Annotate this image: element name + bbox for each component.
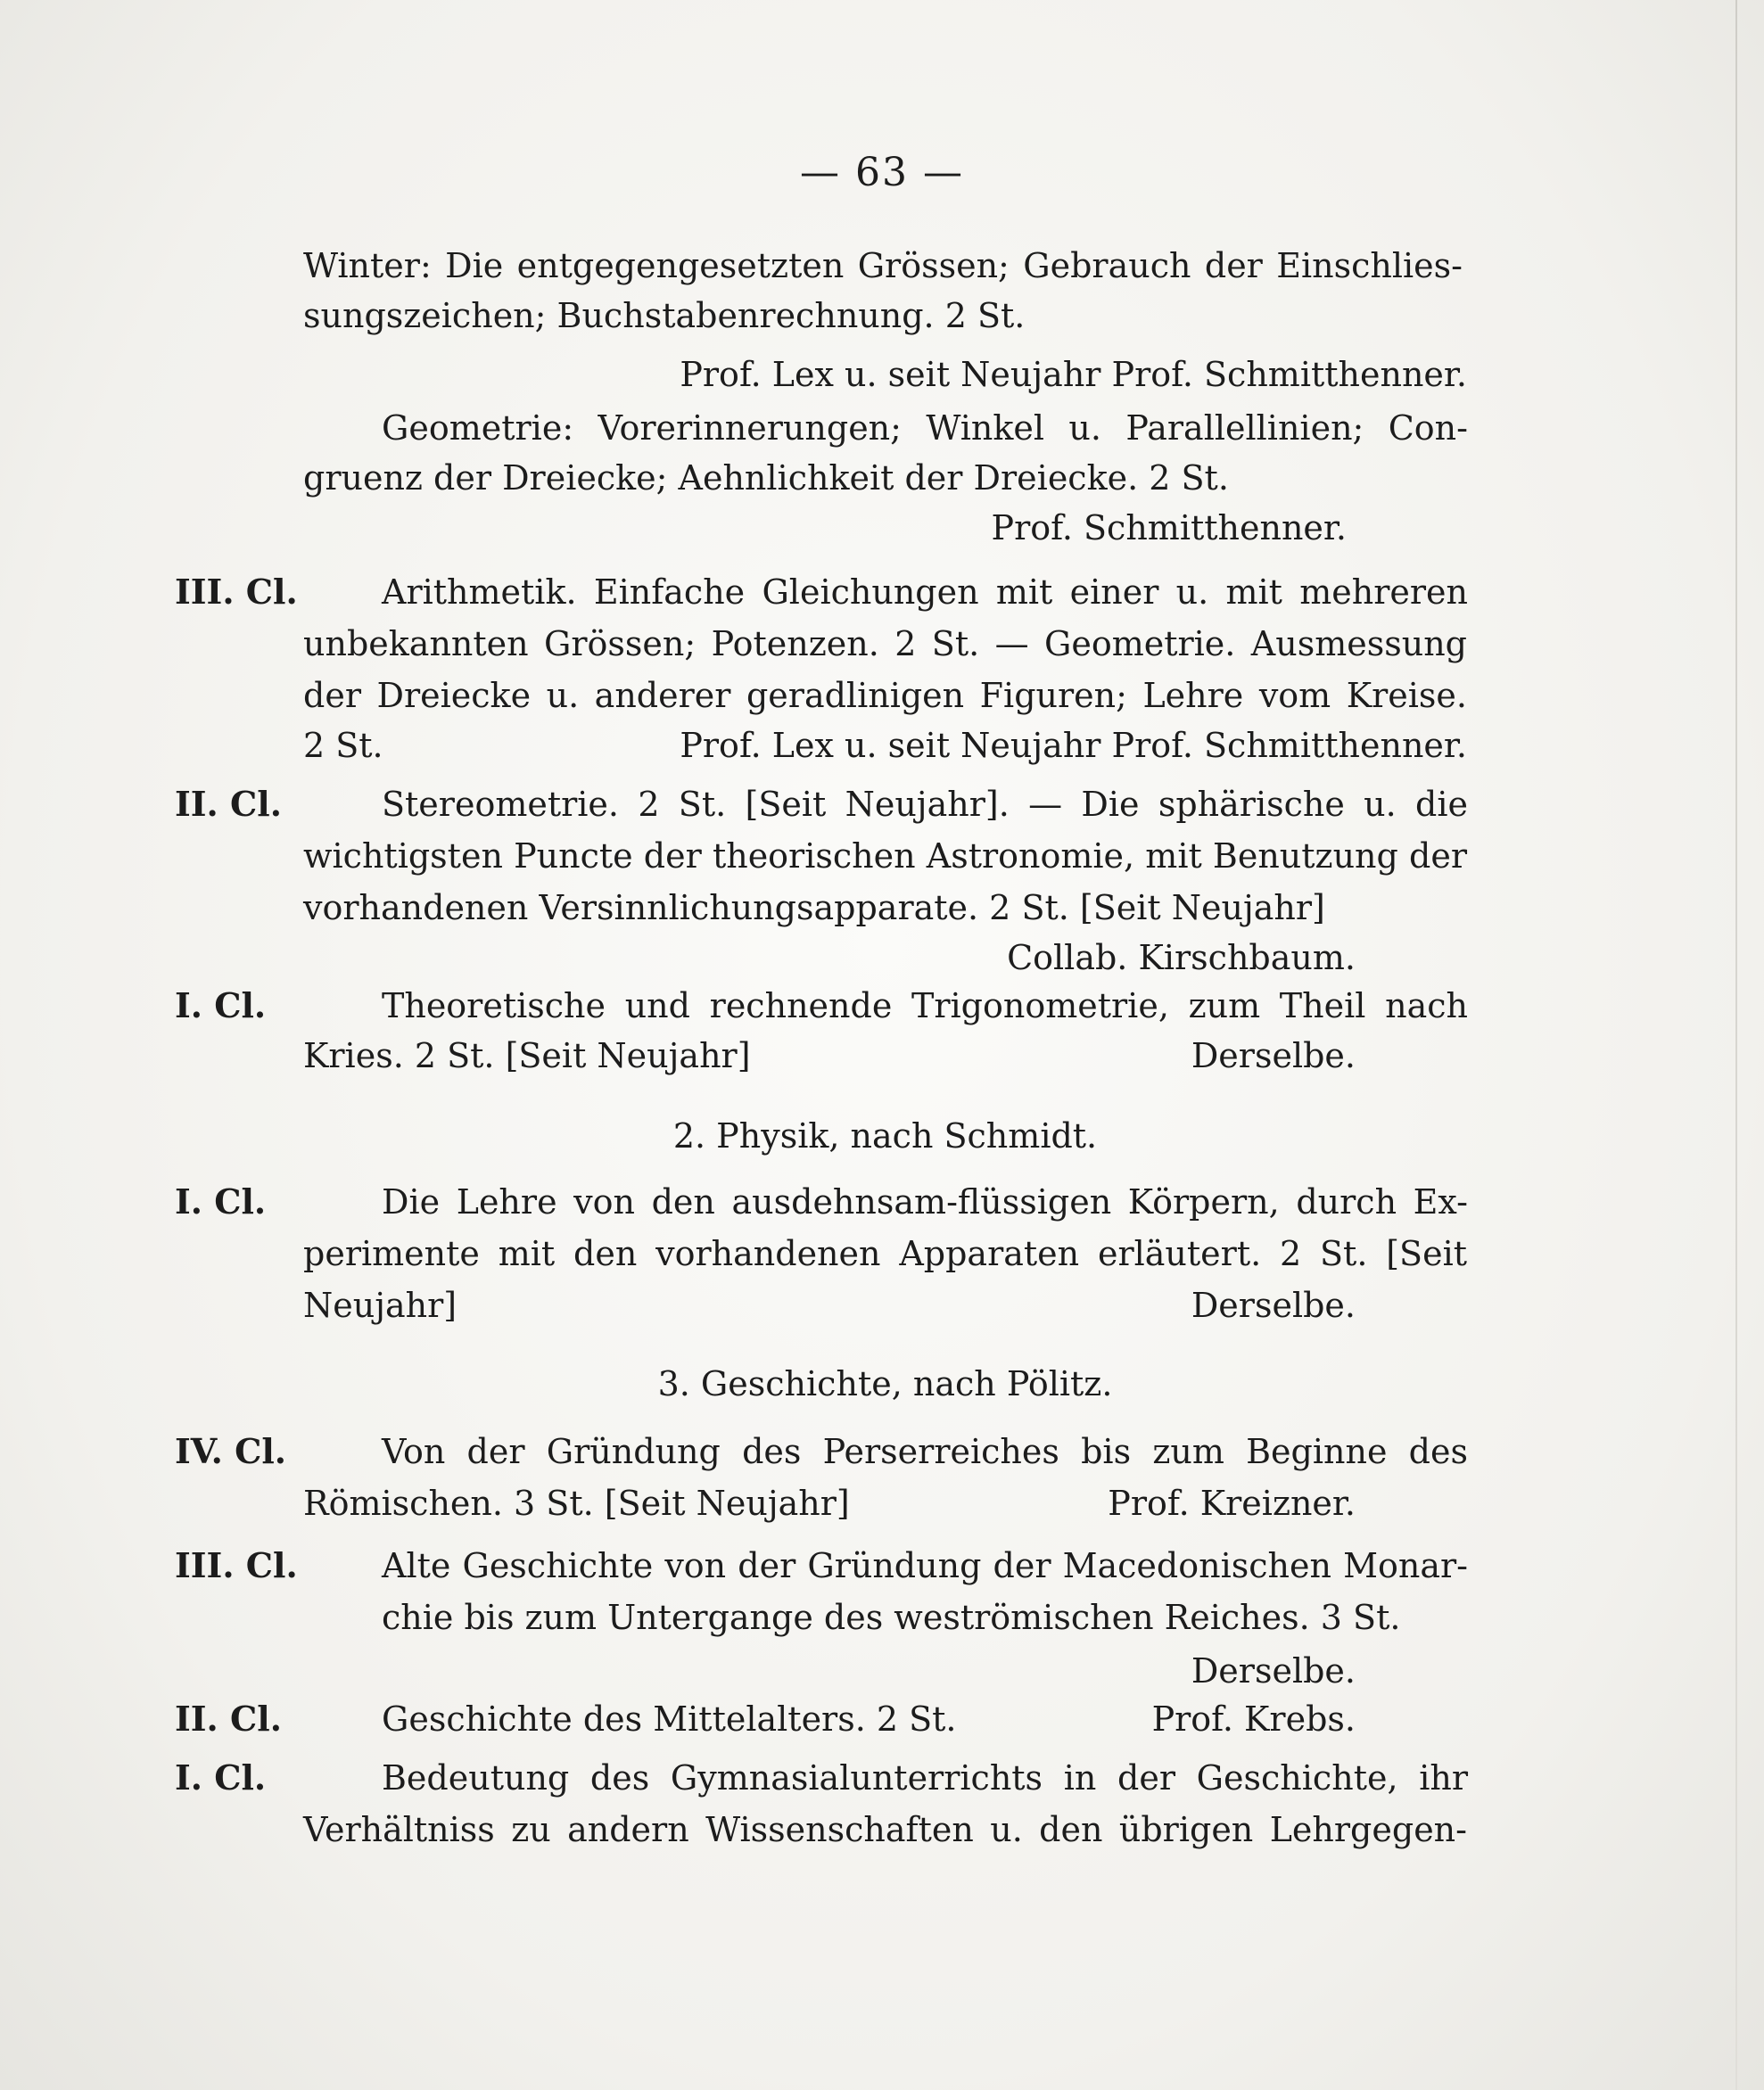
- class-label: III. Cl.: [175, 1545, 298, 1585]
- text-line: 2 St.: [303, 726, 383, 765]
- text-line: Derselbe.: [1191, 1286, 1356, 1325]
- text-line: Prof. Lex u. seit Neujahr Prof. Schmitthenner.: [680, 726, 1467, 765]
- class-label: IV. Cl.: [175, 1431, 286, 1471]
- class-label: I. Cl.: [175, 1181, 267, 1222]
- text-line: sungszeichen; Buchstabenrechnung. 2 St.: [303, 296, 1026, 335]
- text-line: vorhandenen Versinnlichungsapparate. 2 St. [Seit Neujahr]: [303, 888, 1325, 927]
- text-line: wichtigsten Puncte der theorischen Astronomie, mit Benutzung der: [303, 836, 1467, 876]
- text-line: gruenz der Dreiecke; Aehnlichkeit der Dreiecke. 2 St.: [303, 458, 1229, 498]
- section-heading: 2. Physik, nach Schmidt.: [672, 1116, 1098, 1156]
- text-line: Collab. Kirschbaum.: [1007, 938, 1356, 977]
- text-line: Geschichte des Mittelalters. 2 St.: [382, 1699, 957, 1739]
- text-line: Neujahr]: [303, 1286, 457, 1325]
- text-line: Alte Geschichte von der Gründung der Macedonischen Monar-: [382, 1546, 1468, 1585]
- text-line: perimente mit den vorhandenen Apparaten erläutert. 2 St. [Seit: [303, 1234, 1467, 1273]
- class-label: I. Cl.: [175, 985, 267, 1025]
- text-line: Die Lehre von den ausdehnsam-flüssigen Körpern, durch Ex-: [382, 1182, 1468, 1222]
- class-label: II. Cl.: [175, 1699, 282, 1739]
- text-line: Stereometrie. 2 St. [Seit Neujahr]. — Die sphärische u. die: [382, 785, 1468, 824]
- text-line: Prof. Lex u. seit Neujahr Prof. Schmitthenner.: [680, 355, 1467, 394]
- text-line: Verhältniss zu andern Wissenschaften u. den übrigen Lehrgegen-: [303, 1810, 1467, 1849]
- text-line: Von der Gründung des Perserreiches bis zum Beginne des: [382, 1432, 1468, 1471]
- text-line: Derselbe.: [1191, 1036, 1356, 1075]
- text-line: Derselbe.: [1191, 1651, 1356, 1691]
- text-line: Prof. Kreizner.: [1108, 1484, 1356, 1523]
- text-line: Prof. Schmitthenner.: [991, 508, 1347, 547]
- text-line: Geometrie: Vorerinnerungen; Winkel u. Parallellinien; Con-: [382, 408, 1468, 448]
- text-line: Prof. Krebs.: [1151, 1699, 1356, 1739]
- page-number: — 63 —: [800, 150, 964, 195]
- text-line: Winter: Die entgegengesetzten Grössen; Gebrauch der Einschlies-: [303, 246, 1463, 285]
- text-line: Bedeutung des Gymnasialunterrichts in der Geschichte, ihr: [382, 1758, 1468, 1798]
- text-line: chie bis zum Untergange des weströmischen Reiches. 3 St.: [382, 1598, 1401, 1637]
- text-line: unbekannten Grössen; Potenzen. 2 St. — Geometrie. Ausmessung: [303, 624, 1467, 663]
- class-label: III. Cl.: [175, 572, 298, 612]
- section-heading: 3. Geschichte, nach Pölitz.: [657, 1364, 1113, 1403]
- class-label: I. Cl.: [175, 1757, 267, 1798]
- text-line: Arithmetik. Einfache Gleichungen mit einer u. mit mehreren: [382, 572, 1468, 612]
- text-line: Theoretische und rechnende Trigonometrie, zum Theil nach: [382, 986, 1468, 1025]
- class-label: II. Cl.: [175, 784, 282, 824]
- text-line: der Dreiecke u. anderer geradlinigen Figuren; Lehre vom Kreise.: [303, 676, 1467, 715]
- text-line: Römischen. 3 St. [Seit Neujahr]: [303, 1484, 850, 1523]
- text-line: Kries. 2 St. [Seit Neujahr]: [303, 1036, 751, 1075]
